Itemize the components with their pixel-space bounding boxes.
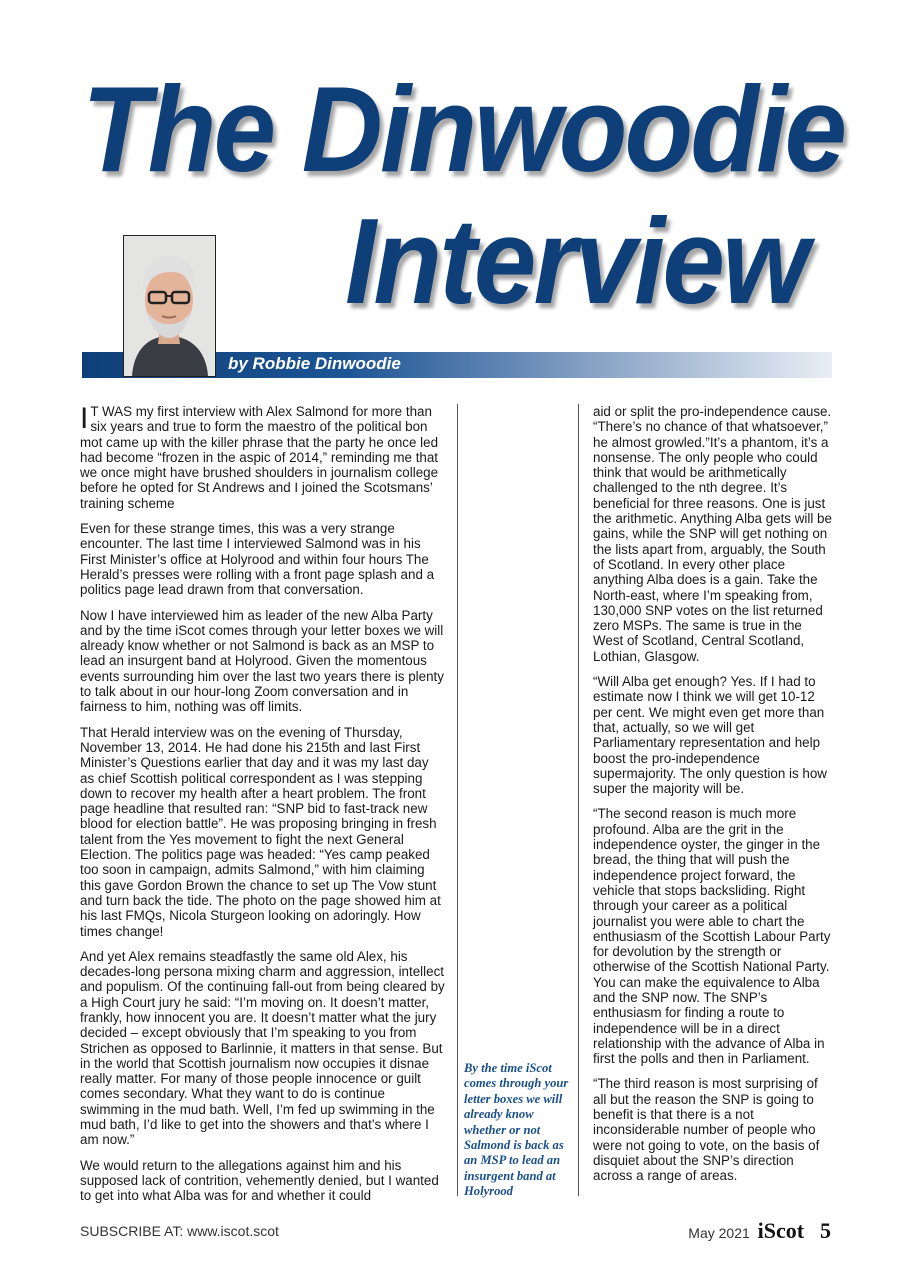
- headline-line-1: The Dinwoodie: [82, 61, 845, 197]
- drop-cap: I: [80, 402, 89, 435]
- page-number: 5: [820, 1218, 831, 1243]
- paragraph: [80, 404, 446, 511]
- issue-date: May 2021: [688, 1225, 750, 1241]
- article-column-2: [593, 404, 833, 1194]
- paragraph: aid or split the pro-independence cause. “There’s no chance of that whatsoever,” he almost growled.”It’s a phantom, it’s a nonsense. The only people who could think that would be arithmetically challenged to the nth degree. It’s beneficial for three reasons. One is just the arithmetic. Anything Alba gets will be gains, while the SNP will get nothing on the lists apart from, arguably, the South of Scotland. In every other place anything Alba does is a gain. Take the North-east, where I’m speaking from, 130,000 SNP votes on the list returned zero MSPs. The same is true in the West of Scotland, Central Scotland, Lothian, Glasgow.: [593, 404, 832, 664]
- paragraph: We would return to the allegations against him and his supposed lack of contrition, vehemently denied, but I wanted to get into what Alba was for and whether it could: [80, 1157, 439, 1204]
- footer-info: [688, 1218, 831, 1244]
- author-photo: [123, 235, 216, 377]
- paragraph: Now I have interviewed him as leader of the new Alba Party and by the time iScot comes through your letter boxes we will already know whether or not Salmond is back as an MSP to lead an insurgent band at Holyrood. Given the momentous events surrounding him over the last two years there is plenty to talk about in our hour-long Zoom conversation and in fairness to him, nothing was off limits.: [80, 607, 444, 715]
- paragraph: “The second reason is much more profound. Alba are the grit in the independence oyster, the ginger in the bread, the thing that will push the independence project forward, the vehicle that stops backsliding. Right through your career as a political journalist you were able to chart the enthusiasm of the Scottish Labour Party for devolution by the strength or otherwise of the Scottish National Party. You can make the equivalence to Alba and the SNP now. The SNP’s enthusiasm for finding a route to independence will be in a direct relationship with the advance of Alba in first the polls and then in Parliament.: [593, 806, 831, 1067]
- paragraph: And yet Alex remains steadfastly the same old Alex, his decades-long persona mixing charm and aggression, intellect and populism. Of the continuing fall-out from being cleared by a High Court jury he said: “I’m moving on. It doesn’t matter, frankly, how innocent you are. It doesn’t matter what the jury decided – except obviously that I’m speaking to you from Strichen as opposed to Barlinnie, it matters in that sense. But in the world that Scottish journalism now occupies it disnae really matter. For many of those people innocence or guilt comes secondary. What they want to do is continue swimming in the mud bath. Well, I’m fed up swimming in the mud bath, I’d like to get into the showers and that’s where I am now.”: [80, 948, 445, 1148]
- paragraph: Even for these strange times, this was a very strange encounter. The last time I interviewed Salmond was in his First Minister’s office at Holyrood and within four hours The Herald’s presses were rolling with a front page splash and a politics page lead drawn from that conversation.: [80, 521, 435, 598]
- paragraph-text: T WAS my first interview with Alex Salmond for more than six years and true to form the maestro of the political bon mot came up with the killer phrase that the party he once led had become “frozen in the aspic of 2014,” reminding me that we once might have brushed shoulders in journalism college before he opted for St Andrews and I joined the Scotsmans’ training scheme: [80, 404, 439, 511]
- pull-quote: By the time iScot comes through your letter boxes we will already know whether or not Salmond is back as an MSP to lead an insurgent band at Holyrood: [464, 1061, 569, 1199]
- column-rule-right: [578, 404, 579, 1196]
- column-rule-left: [457, 404, 458, 1196]
- paragraph: That Herald interview was on the evening of Thursday, November 13, 2014. He had done his 215th and last First Minister’s Questions earlier that day and it was my last day as chief Scottish political correspondent as I was stepping down to recover my health after a heart problem. The front page headline that resulted ran: “SNP bid to fast-track new blood for election battle”. He was proposing bringing in fresh talent from the Yes movement to fight the next General Election. The politics page was headed: “Yes camp peaked too soon in campaign, admits Salmond,” with him claiming this gave Gordon Brown the chance to set up The Vow stunt and turn back the tide. The photo on the page showed him at his last FMQs, Nicola Sturgeon looking on adoringly. How times change!: [80, 724, 441, 939]
- author-portrait-icon: [124, 236, 215, 376]
- article-column-1: [80, 404, 446, 1214]
- paragraph: “The third reason is most surprising of all but the reason the SNP is going to benefit is that there is a not inconsiderable number of people who were not going to vote, on the basis of disquiet about the SNP’s direction across a range of areas.: [593, 1076, 820, 1184]
- subscribe-link[interactable]: SUBSCRIBE AT: www.iscot.scot: [80, 1223, 279, 1239]
- paragraph: “Will Alba get enough? Yes. If I had to estimate now I think we will get 10-12 per cent. We might even get more than that, actually, so we will get Parliamentary representation and help boost the pro-independence supermajority. The only question is how super the majority will be.: [593, 674, 827, 797]
- brand-logo: iScot: [757, 1218, 805, 1243]
- byline: by Robbie Dinwoodie: [228, 354, 401, 373]
- headline-line-2: Interview: [345, 193, 807, 329]
